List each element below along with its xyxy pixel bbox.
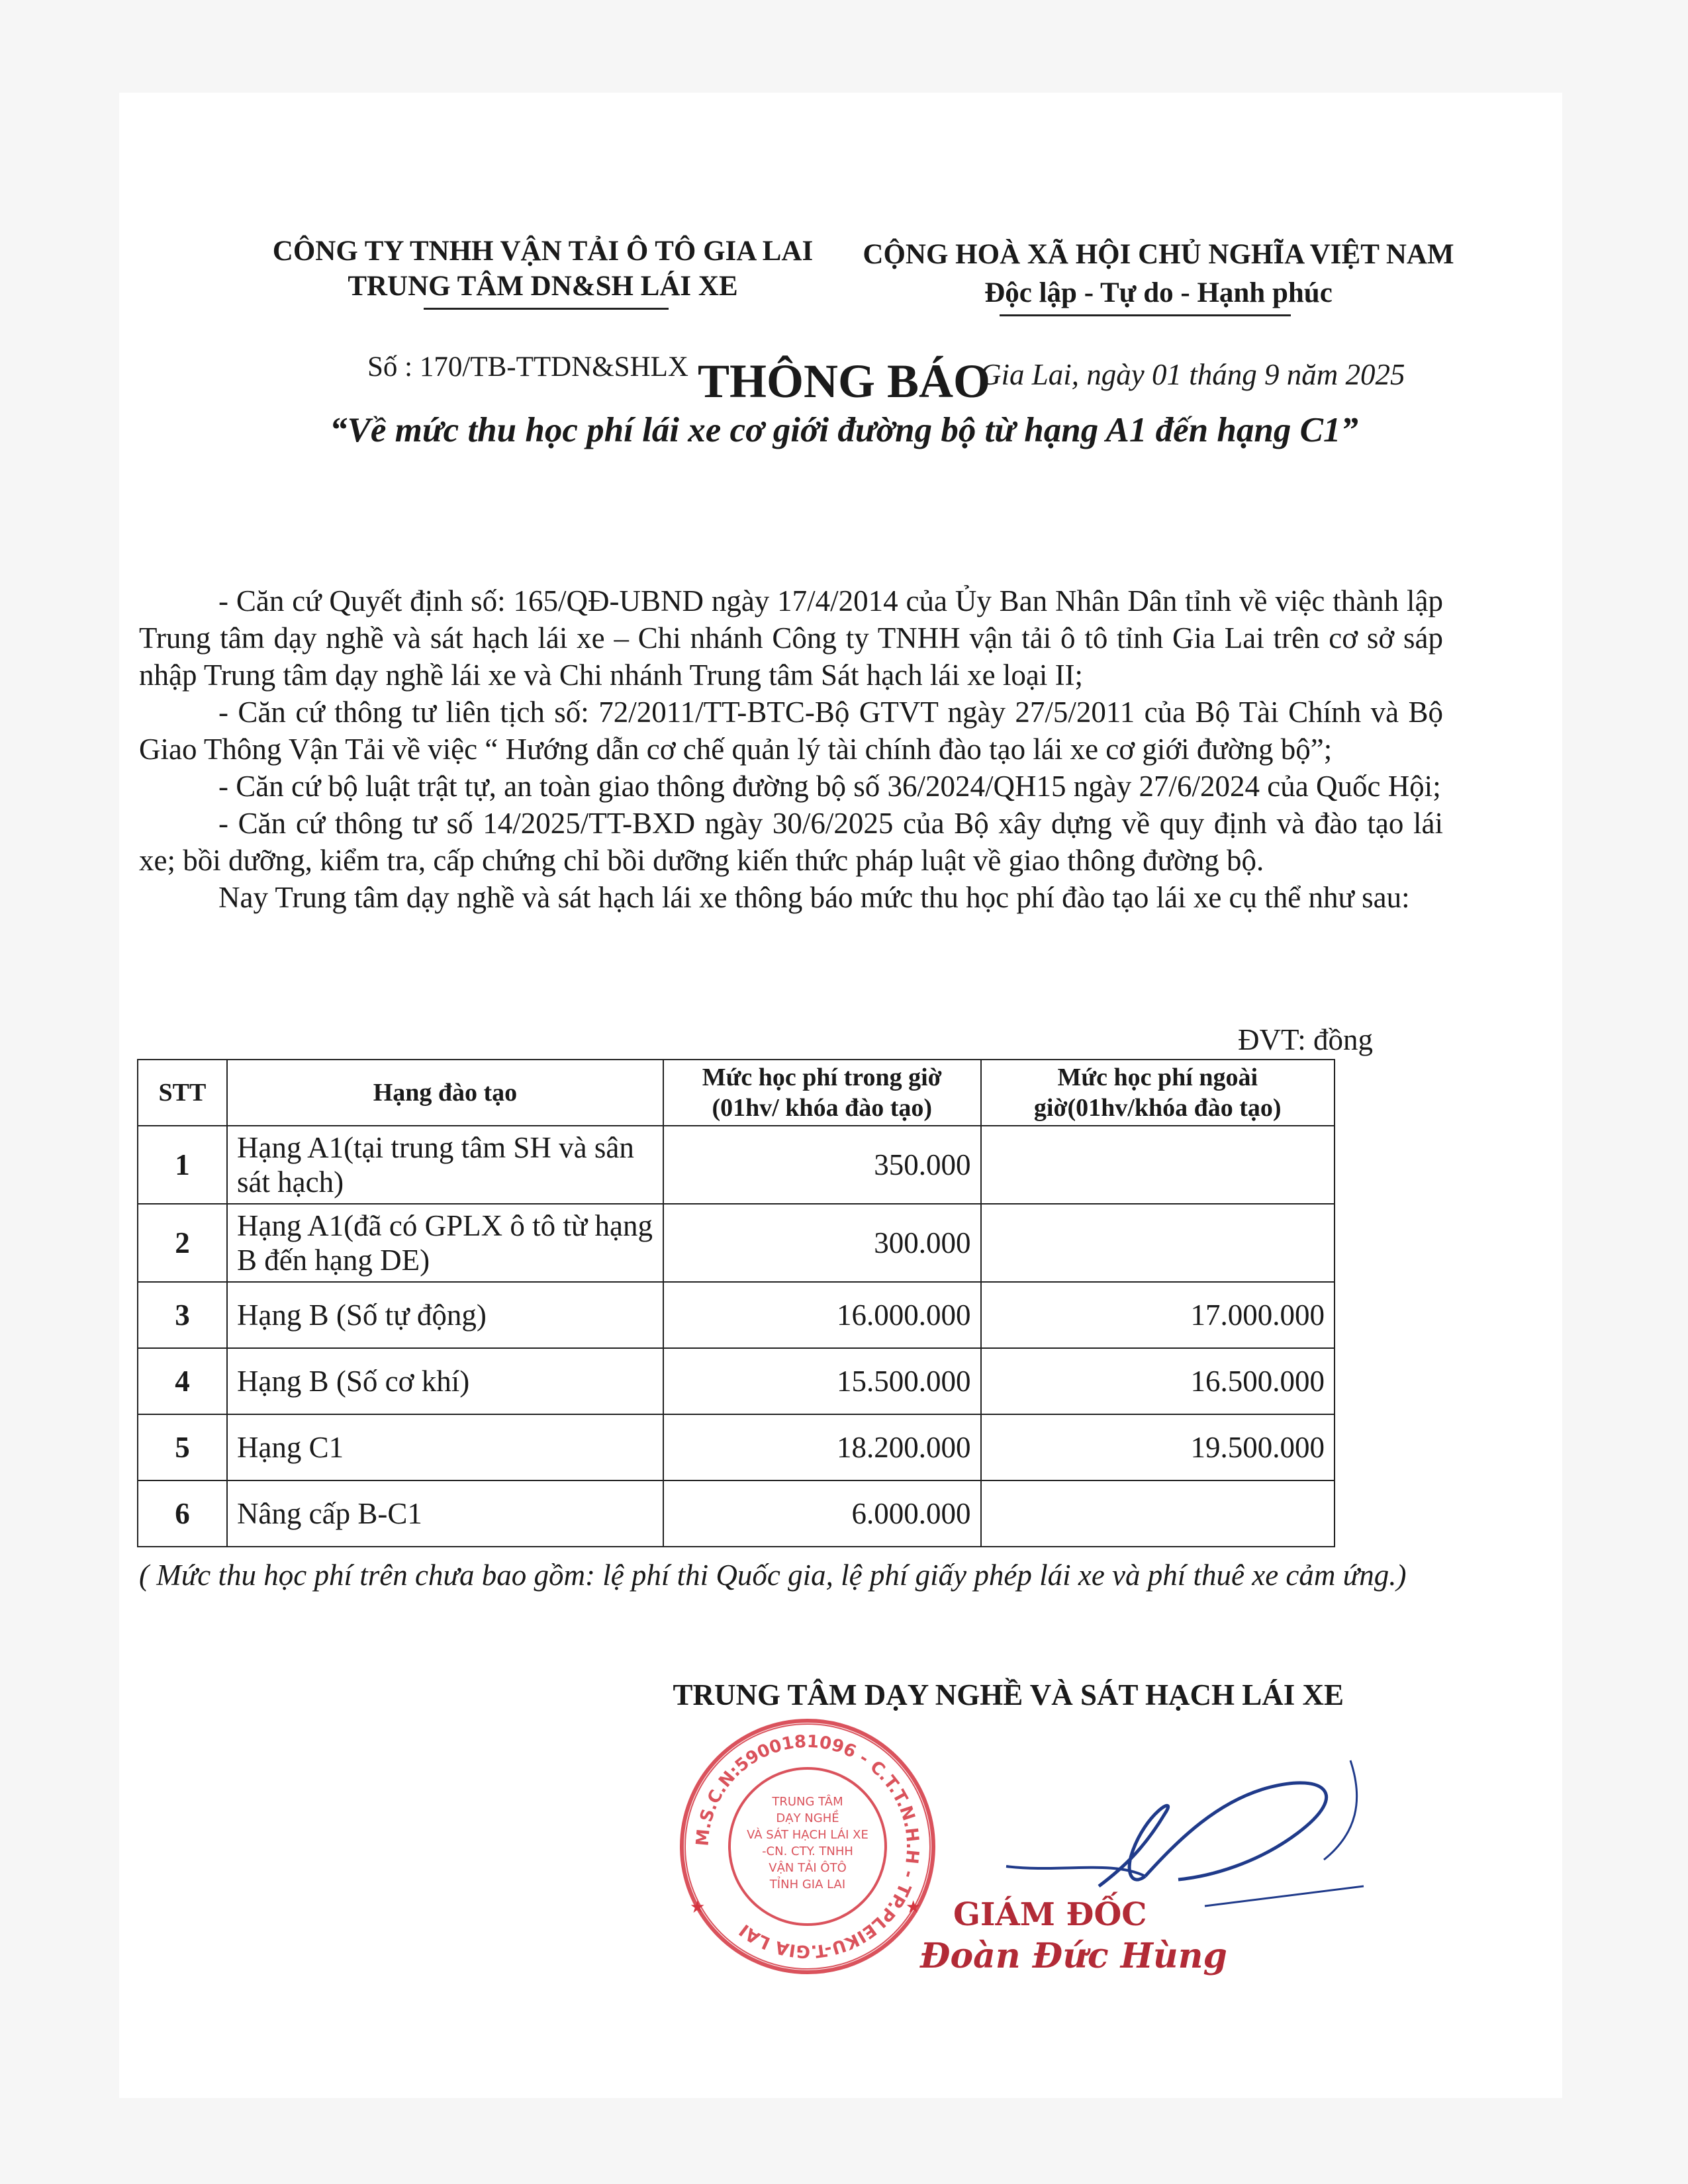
stamp-inner-line: VÀ SÁT HẠCH LÁI XE (747, 1828, 868, 1842)
cell-in-hours: 300.000 (663, 1204, 981, 1282)
col-header-out-hours: Mức học phí ngoài giờ(01hv/khóa đào tạo) (981, 1060, 1335, 1126)
star-icon: ★ (690, 1897, 706, 1917)
company-name: CÔNG TY TNHH VẬN TẢI Ô TÔ GIA LAI (272, 236, 814, 267)
cell-stt: 6 (138, 1480, 227, 1547)
col-header-class: Hạng đào tạo (227, 1060, 663, 1126)
table-header-row (138, 1060, 1335, 1126)
cell-class: Nâng cấp B-C1 (227, 1480, 663, 1547)
document-number: Số : 170/TB-TTDN&SHLX (367, 351, 688, 383)
motto-underline (1000, 314, 1291, 316)
cell-out-hours: 19.500.000 (981, 1414, 1335, 1480)
stamp-inner-line: TỈNH GIA LAI (769, 1878, 846, 1891)
cell-in-hours: 15.500.000 (663, 1348, 981, 1414)
director-title: GIÁM ĐỐC (953, 1896, 1147, 1933)
director-name: Đoàn Đức Hùng (920, 1936, 1227, 1976)
cell-out-hours: 17.000.000 (981, 1282, 1335, 1348)
center-name-underline (424, 308, 669, 310)
stamp-inner-line: DẠY NGHỀ (776, 1811, 839, 1825)
cell-class: Hạng A1(đã có GPLX ô tô từ hạng B đến hạng DE) (227, 1204, 663, 1282)
document-title: THÔNG BÁO (697, 355, 991, 408)
table-row (138, 1348, 1335, 1414)
cell-in-hours: 16.000.000 (663, 1282, 981, 1348)
legal-basis (139, 582, 1443, 916)
motto: Độc lập - Tự do - Hạnh phúc (984, 277, 1333, 308)
cell-stt: 2 (138, 1204, 227, 1282)
table-row (138, 1126, 1335, 1204)
country-name: CỘNG HOÀ XÃ HỘI CHỦ NGHĨA VIỆT NAM (863, 239, 1454, 270)
fee-note: ( Mức thu học phí trên chưa bao gồm: lệ phí thi Quốc gia, lệ phí giấy phép lái xe và phí thuê xe cảm ứng.) (139, 1559, 1407, 1592)
document-subtitle: “Về mức thu học phí lái xe cơ giới đường bộ từ hạng A1 đến hạng C1” (330, 411, 1358, 449)
cell-in-hours: 6.000.000 (663, 1480, 981, 1547)
cell-out-hours (981, 1204, 1335, 1282)
signing-organization: TRUNG TÂM DẠY NGHỀ VÀ SÁT HẠCH LÁI XE (673, 1678, 1344, 1711)
cell-class: Hạng A1(tại trung tâm SH và sân sát hạch) (227, 1126, 663, 1204)
document-date: Gia Lai, ngày 01 tháng 9 năm 2025 (980, 358, 1405, 391)
star-icon: ★ (906, 1897, 921, 1917)
cell-class: Hạng B (Số tự động) (227, 1282, 663, 1348)
cell-class: Hạng B (Số cơ khí) (227, 1348, 663, 1414)
table-row (138, 1282, 1335, 1348)
table-row (138, 1414, 1335, 1480)
stamp-inner-line: VẬN TẢI ÔTÔ (769, 1861, 847, 1875)
paragraph: Nay Trung tâm dạy nghề và sát hạch lái xe thông báo mức thu học phí đào tạo lái xe cụ thể như sau: (218, 881, 1410, 914)
paragraph: - Căn cứ thông tư liên tịch số: 72/2011/TT-BTC-Bộ GTVT ngày 27/5/2011 của Bộ Tài Chính và Bộ Giao Thông Vận Tải về việc “ Hướng dẫn cơ chế quản lý tài chính đào tạo lái xe cơ giới đường bộ”; (139, 696, 1443, 766)
cell-out-hours (981, 1126, 1335, 1204)
official-stamp-icon (675, 1714, 940, 1979)
table-row (138, 1480, 1335, 1547)
cell-stt: 3 (138, 1282, 227, 1348)
cell-stt: 5 (138, 1414, 227, 1480)
cell-out-hours (981, 1480, 1335, 1547)
fee-table (137, 1059, 1335, 1547)
stamp-inner-line: -CN. CTY. TNHH (762, 1844, 853, 1858)
paragraph: - Căn cứ Quyết định số: 165/QĐ-UBND ngày 17/4/2014 của Ủy Ban Nhân Dân tỉnh về việc thành lập Trung tâm dạy nghề và sát hạch lái xe – Chi nhánh Công ty TNHH vận tải ô tô tỉnh Gia Lai trên cơ sở sáp nhập Trung tâm dạy nghề lái xe và Chi nhánh Trung tâm Sát hạch lái xe loại II; (139, 584, 1443, 692)
cell-out-hours: 16.500.000 (981, 1348, 1335, 1414)
unit-label: ĐVT: đồng (1238, 1023, 1373, 1056)
center-name: TRUNG TÂM DN&SH LÁI XE (348, 271, 738, 302)
stamp-inner-line: TRUNG TÂM (772, 1795, 843, 1809)
table-row (138, 1204, 1335, 1282)
col-header-stt: STT (138, 1060, 227, 1126)
cell-class: Hạng C1 (227, 1414, 663, 1480)
stamp-outer-text: M.S.C.N:5900181096 - C.T.T.N.H.H - TP.PLEIKU-T.GIA LAI (692, 1731, 923, 1962)
cell-in-hours: 350.000 (663, 1126, 981, 1204)
paragraph: - Căn cứ bộ luật trật tự, an toàn giao thông đường bộ số 36/2024/QH15 ngày 27/6/2024 của Quốc Hội; (218, 770, 1441, 803)
cell-stt: 1 (138, 1126, 227, 1204)
cell-stt: 4 (138, 1348, 227, 1414)
paragraph: - Căn cứ thông tư số 14/2025/TT-BXD ngày 30/6/2025 của Bộ xây dựng về quy định và đào tạo lái xe; bồi dưỡng, kiểm tra, cấp chứng chỉ bồi dưỡng kiến thức pháp luật về giao thông đường bộ. (139, 807, 1443, 877)
col-header-in-hours: Mức học phí trong giờ (01hv/ khóa đào tạo) (663, 1060, 981, 1126)
cell-in-hours: 18.200.000 (663, 1414, 981, 1480)
